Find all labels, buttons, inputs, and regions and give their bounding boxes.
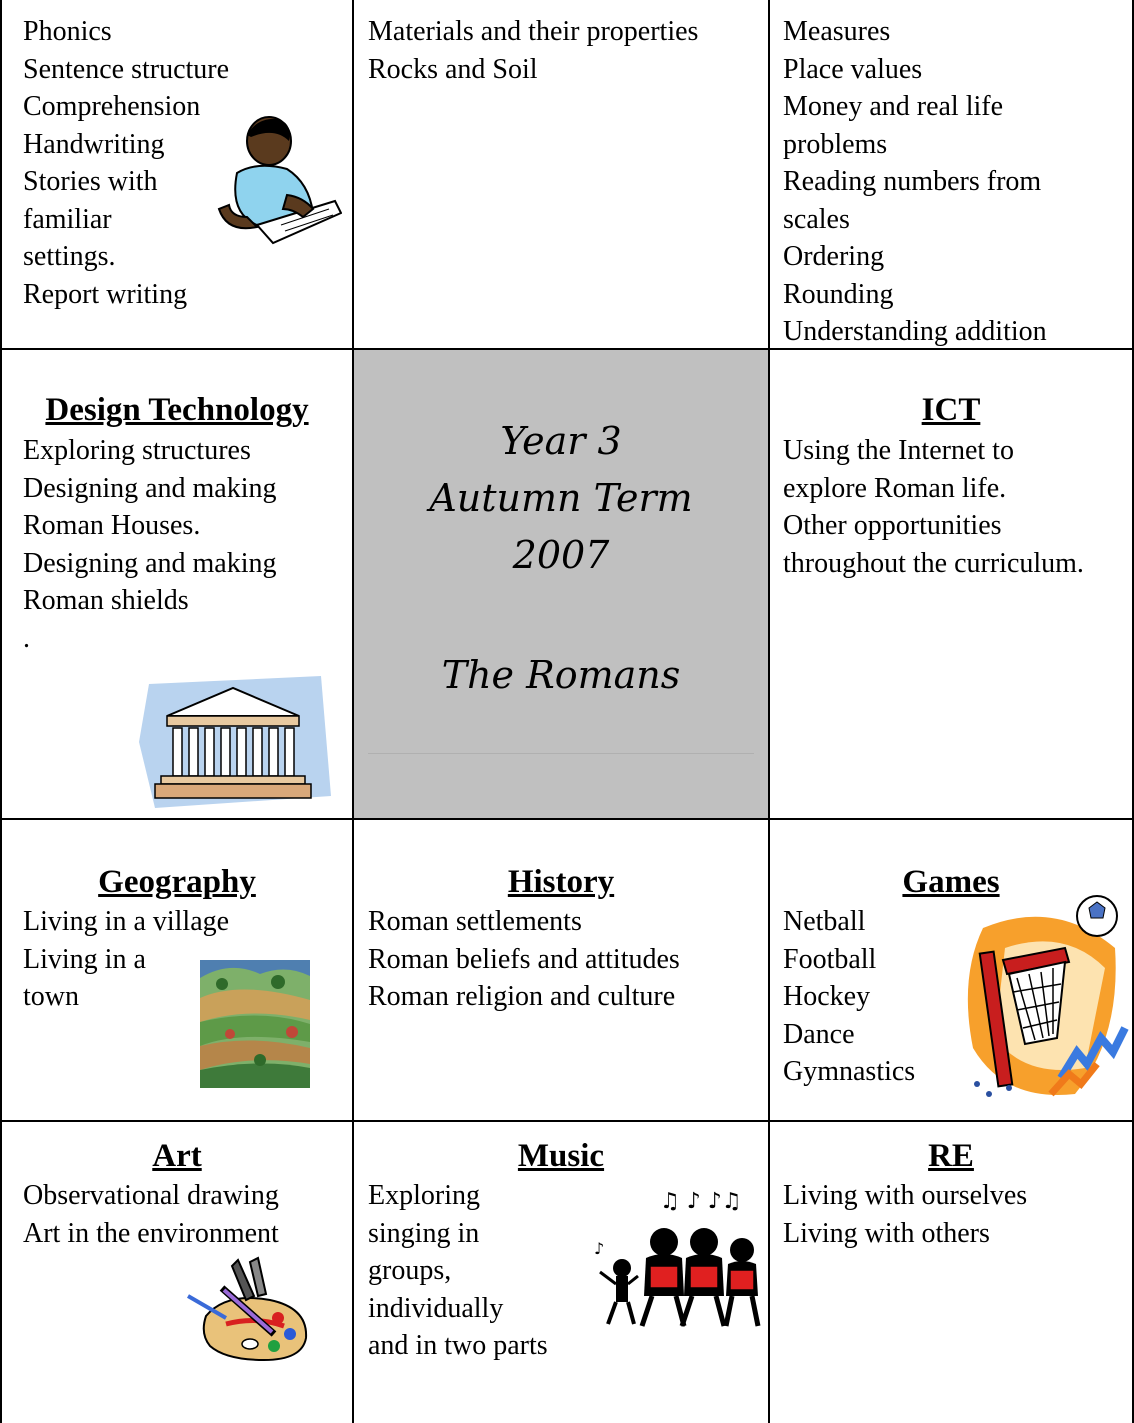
list-item: Place values [783, 53, 923, 85]
list-item: Roman shields [23, 585, 189, 616]
list-item: Sentence structure [23, 53, 230, 85]
history-list [368, 903, 680, 1016]
roman-temple-clipart [135, 672, 335, 812]
list-item: Roman religion and culture [368, 981, 676, 1012]
list-item: familiar [23, 203, 112, 235]
list-item: Gymnastics [783, 1056, 916, 1087]
list-item: Understanding addition [783, 316, 1047, 347]
ict-heading: ICT [921, 392, 981, 428]
re-heading: RE [928, 1138, 974, 1174]
list-item: scales [783, 203, 850, 235]
list-item: . [23, 622, 30, 654]
countryside-clipart [200, 960, 310, 1088]
list-item: Phonics [23, 16, 112, 47]
design-technology-cell [2, 350, 352, 818]
list-item: individually [368, 1292, 504, 1324]
geography-list [23, 903, 229, 1016]
boy-writing-clipart [217, 113, 342, 248]
paint-palette-clipart [186, 1256, 316, 1366]
list-item: Designing and making [23, 472, 277, 504]
year-label: Year 3 [500, 419, 622, 463]
svg-text:♪: ♪ [594, 1239, 605, 1258]
list-item: Living with others [783, 1217, 990, 1249]
list-item: Observational drawing [23, 1180, 279, 1211]
design-technology-list [23, 432, 277, 657]
list-item: Living in a village [23, 906, 230, 937]
topic-title: The Romans [441, 653, 681, 697]
art-heading: Art [152, 1138, 202, 1174]
list-item: Living in a [23, 943, 146, 975]
list-item: Roman settlements [368, 906, 582, 937]
science-list [368, 13, 698, 88]
list-item: Report writing [23, 278, 188, 310]
topic-cell [354, 350, 768, 818]
history-heading: History [507, 864, 615, 900]
list-item: Rocks and Soil [368, 53, 538, 85]
choir-singers-clipart [572, 1184, 762, 1334]
games-heading: Games [902, 864, 1000, 900]
ict-list [783, 432, 1084, 582]
list-item: Using the Internet to [783, 435, 1014, 466]
science-cell [354, 0, 768, 348]
literacy-list [23, 13, 229, 313]
ict-cell [770, 350, 1132, 818]
list-item: singing in [368, 1217, 480, 1249]
geography-heading: Geography [98, 864, 256, 900]
list-item: Other opportunities [783, 510, 1002, 541]
list-item: Reading numbers from [783, 166, 1042, 197]
list-item: Living with ourselves [783, 1180, 1028, 1211]
geography-cell [2, 820, 352, 1120]
music-heading: Music [517, 1138, 605, 1174]
literacy-cell [2, 0, 352, 348]
list-item: Measures [783, 16, 891, 47]
music-list [368, 1177, 548, 1365]
list-item: Roman beliefs and attitudes [368, 943, 680, 975]
list-item: Football [783, 943, 877, 975]
re-list [783, 1177, 1027, 1252]
list-item: Hockey [783, 981, 871, 1012]
list-item: problems [783, 128, 888, 160]
list-item: explore Roman life. [783, 472, 1007, 504]
games-cell [770, 820, 1132, 1120]
list-item: and in two parts [368, 1330, 548, 1361]
re-cell [770, 1122, 1132, 1423]
design-technology-heading: Design Technology [45, 392, 309, 428]
list-item: Art in the environment [23, 1217, 279, 1249]
list-item: Dance [783, 1018, 855, 1050]
list-item: Handwriting [23, 128, 165, 160]
music-cell [354, 1122, 768, 1423]
list-item: Ordering [783, 241, 885, 272]
history-cell [354, 820, 768, 1120]
list-item: Designing and making [23, 547, 277, 579]
list-item: Netball [783, 906, 866, 937]
list-item: Materials and their properties [368, 16, 699, 47]
divider [368, 753, 754, 754]
list-item: throughout the curriculum. [783, 547, 1084, 579]
list-item: settings. [23, 241, 116, 272]
year-number: 2007 [512, 533, 610, 577]
list-item: Rounding [783, 278, 894, 310]
art-cell [2, 1122, 352, 1423]
list-item: groups, [368, 1255, 452, 1286]
art-list [23, 1177, 279, 1252]
list-item: Exploring structures [23, 435, 251, 466]
list-item: Comprehension [23, 91, 201, 122]
list-item: Roman Houses. [23, 510, 201, 541]
svg-text:♫ ♪ ♪♫: ♫ ♪ ♪♫ [660, 1189, 742, 1214]
list-item: town [23, 981, 79, 1012]
list-item: Money and real life [783, 91, 1004, 122]
numeracy-cell [770, 0, 1132, 348]
list-item: Stories with [23, 166, 158, 197]
term-label: Autumn Term [429, 476, 693, 520]
basketball-hoop-clipart [965, 888, 1130, 1110]
games-list [783, 903, 915, 1091]
numeracy-list [783, 13, 1047, 348]
list-item: Exploring [368, 1180, 480, 1211]
